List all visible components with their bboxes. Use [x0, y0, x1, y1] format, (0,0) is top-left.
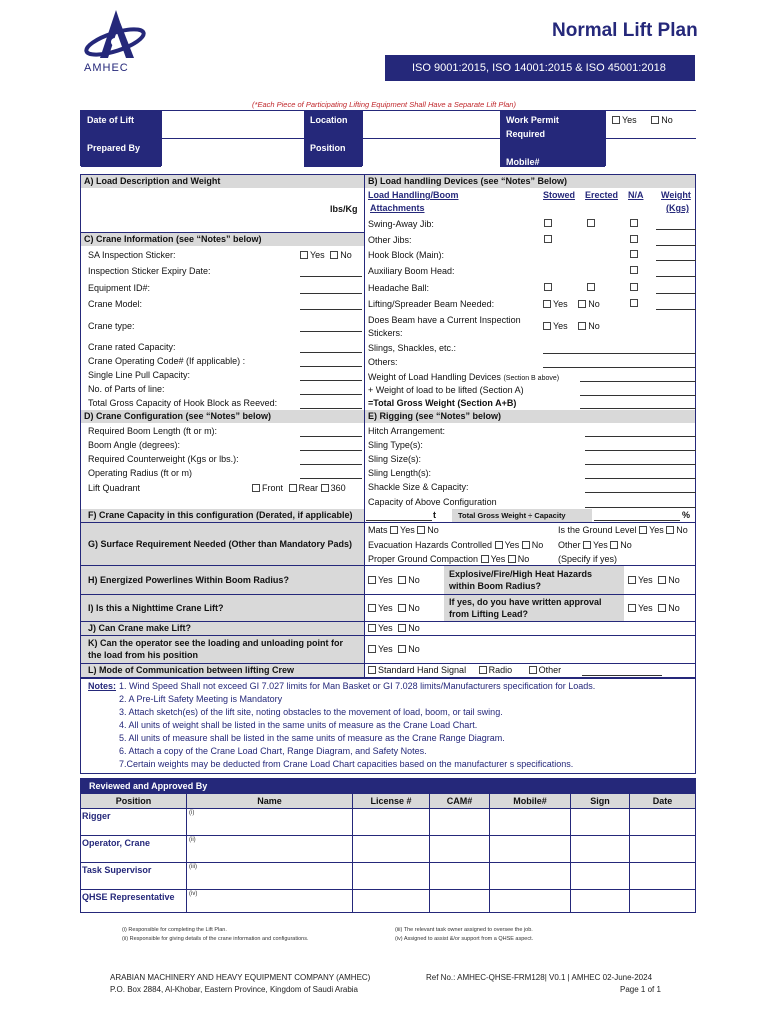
approval-yes-checkbox[interactable]	[628, 604, 636, 612]
g-proper: Proper Ground Compaction Yes No	[368, 554, 530, 564]
b-weight-devices: Weight of Load Handling Devices (Section B above)	[368, 372, 560, 382]
mobile-field[interactable]	[605, 138, 696, 166]
k-options: Yes No	[368, 643, 420, 656]
section-d-title: D) Crane Configuration (see “Notes” below)	[81, 410, 364, 423]
section-a-title: A) Load Description and Weight	[81, 175, 364, 188]
sa-sticker-options: Yes No	[300, 249, 352, 262]
headache-stowed-checkbox[interactable]	[544, 283, 552, 291]
radio-checkbox[interactable]	[479, 666, 487, 674]
section-k-title: K) Can the operator see the loading and unloading point for	[88, 638, 344, 648]
other-jibs-na-checkbox[interactable]	[630, 235, 638, 243]
c-row-crane-model: Crane Model:	[88, 299, 143, 309]
g-mats: Mats Yes No	[368, 525, 439, 535]
col-cam: CAM#	[430, 794, 489, 808]
d-row-lift-quadrant: Lift Quadrant	[88, 483, 141, 493]
review-row-rigger: Rigger	[82, 811, 111, 821]
evac-no-checkbox[interactable]	[522, 541, 530, 549]
position-label: Position	[310, 143, 346, 153]
nighttime-no-checkbox[interactable]	[398, 604, 406, 612]
swing-jib-erected-checkbox[interactable]	[587, 219, 595, 227]
date-of-lift-label: Date of Lift Prepared By	[81, 111, 161, 167]
section-e-title: E) Rigging (see “Notes” below)	[365, 410, 695, 423]
l-options: Standard Hand Signal Radio Other	[368, 664, 561, 677]
headache-na-checkbox[interactable]	[630, 283, 638, 291]
beam-needed-yes-checkbox[interactable]	[543, 300, 551, 308]
col-position: Position	[81, 794, 186, 808]
note-item: 5. All units of measure shall be listed in the same units of measure as the Crane Range Diagram.	[119, 733, 505, 743]
c-row-single-line-pull: Single Line Pull Capacity:	[88, 370, 191, 380]
d-row-boom-angle: Boom Angle (degrees):	[88, 440, 181, 450]
beam-needed-no-checkbox[interactable]	[578, 300, 586, 308]
beam-inspection-options: Yes No	[543, 320, 600, 333]
ground-yes-checkbox[interactable]	[639, 526, 647, 534]
col-mobile: Mobile#	[490, 794, 570, 808]
h-hazards-question-2: within Boom Radius?	[449, 581, 541, 591]
prepared-by-label: Prepared By	[87, 143, 141, 153]
quadrant-rear-checkbox[interactable]	[289, 484, 297, 492]
powerlines-yes-checkbox[interactable]	[368, 576, 376, 584]
e-row-shackle: Shackle Size & Capacity:	[368, 482, 469, 492]
separate-plan-note: (*Each Piece of Participating Lifting Equipment Shall Have a Separate Lift Plan)	[252, 100, 516, 109]
mats-yes-checkbox[interactable]	[390, 526, 398, 534]
c-row-parts-of-line: No. of Parts of line:	[88, 384, 165, 394]
ground-no-checkbox[interactable]	[666, 526, 674, 534]
work-permit-options: Yes No	[605, 110, 696, 138]
review-row-num: (iii)	[189, 864, 197, 870]
section-j-title: J) Can Crane make Lift?	[88, 623, 192, 633]
footnote-iv: (iv) Assigned to assist &/or support from a QHSE aspect.	[395, 936, 534, 942]
mobile-label: Mobile#	[506, 157, 540, 167]
operator-see-yes-checkbox[interactable]	[368, 645, 376, 653]
d-row-counterweight: Required Counterweight (Kgs or lbs.):	[88, 454, 239, 464]
other-jibs-stowed-checkbox[interactable]	[544, 235, 552, 243]
footnote-ii: (ii) Responsible for giving details of the crane information and configurations.	[122, 936, 309, 942]
hook-block-na-checkbox[interactable]	[630, 250, 638, 258]
beam-sticker-no-checkbox[interactable]	[578, 322, 586, 330]
prepared-by-field[interactable]	[161, 138, 304, 166]
beam-na-checkbox[interactable]	[630, 299, 638, 307]
b-total-gross-weight: =Total Gross Weight (Section A+B)	[368, 398, 517, 408]
footnote-i: (i) Responsible for completing the Lift Plan.	[122, 927, 227, 933]
stowed-col-header: Stowed	[543, 190, 576, 200]
work-permit-label: Work Permit Required Mobile#	[500, 111, 605, 167]
evac-yes-checkbox[interactable]	[495, 541, 503, 549]
weight-col-header: Weight	[661, 190, 691, 200]
location-label: Location Position	[304, 111, 362, 167]
note-item: 2. A Pre-Lift Safety Meeting is Mandatory	[119, 694, 283, 704]
lift-quadrant-options: Front Rear 360	[252, 482, 346, 495]
capacity-unit: t	[433, 510, 436, 520]
h-hazards-question: Explosive/Fire/High Heat Hazards	[449, 569, 593, 579]
beam-sticker-yes-checkbox[interactable]	[543, 322, 551, 330]
b-row-spreader-beam: Lifting/Spreader Beam Needed:	[368, 299, 495, 309]
j-options: Yes No	[368, 622, 420, 635]
location-field[interactable]	[362, 110, 500, 138]
footer-company: ARABIAN MACHINERY AND HEAVY EQUIPMENT COMPANY (AMHEC)	[110, 973, 371, 982]
review-table	[80, 778, 696, 913]
i-approval-question-2: from Lifting Lead?	[449, 609, 528, 619]
c-row-crane-type: Crane type:	[88, 321, 135, 331]
footer-page: Page 1 of 1	[620, 985, 661, 994]
section-i-title: I) Is this a Nighttime Crane Lift?	[88, 603, 224, 613]
proper-yes-checkbox[interactable]	[481, 555, 489, 563]
footer-ref: Ref No.: AMHEC-QHSE-FRM128| V0.1 | AMHEC 02-June-2024	[426, 973, 653, 982]
gross-weight-ratio-label: Total Gross Weight ÷ Capacity	[458, 511, 566, 520]
c-row-rated-capacity: Crane rated Capacity:	[88, 342, 176, 352]
make-lift-yes-checkbox[interactable]	[368, 624, 376, 632]
hazards-options: Yes No	[628, 574, 680, 587]
c-row-expiry: Inspection Sticker Expiry Date:	[88, 266, 211, 276]
hazards-no-checkbox[interactable]	[658, 576, 666, 584]
note-item: 4. All units of weight shall be listed in the same units of measure as the Crane Load Chart.	[119, 720, 478, 730]
load-unit-label: lbs/Kg	[330, 204, 358, 214]
sa-sticker-no-checkbox[interactable]	[330, 251, 338, 259]
c-row-operating-code: Crane Operating Code# (If applicable) :	[88, 356, 246, 366]
iso-banner: ISO 9001:2015, ISO 14001:2015 & ISO 45001:2018	[385, 55, 695, 81]
review-row-qhse: QHSE Representative	[82, 892, 175, 902]
page-title: Normal Lift Plan	[552, 20, 698, 41]
hazards-yes-checkbox[interactable]	[628, 576, 636, 584]
section-g-title: G) Surface Requirement Needed (Other than Mandatory Pads)	[88, 539, 353, 549]
col-license: License #	[353, 794, 429, 808]
review-row-num: (i)	[189, 810, 195, 816]
beam-needed-options: Yes No	[543, 298, 600, 311]
header-block	[80, 110, 696, 166]
section-k-title-2: the load from his position	[88, 650, 198, 660]
c-row-equipment-id: Equipment ID#:	[88, 283, 151, 293]
notes-box	[80, 678, 696, 774]
note-item: 1. Wind Speed Shall not exceed GI 7.027 limits for Man Basket or GI 7.028 limits/Manufacturers specification for Loads.	[119, 681, 596, 691]
d-row-operating-radius: Operating Radius (ft or m)	[88, 468, 193, 478]
b-row-headache-ball: Headache Ball:	[368, 283, 430, 293]
swing-jib-na-checkbox[interactable]	[630, 219, 638, 227]
g-other: Other Yes No	[558, 540, 632, 550]
attach-col-header: Load Handling/Boom	[368, 190, 459, 200]
section-l-title: L) Mode of Communication between lifting Crew	[88, 665, 294, 675]
note-item: 3. Attach sketch(es) of the lift site, noting obstacles to the movement of load, boom, or tail swing.	[119, 707, 503, 717]
na-col-header: N/A	[628, 190, 644, 200]
weight-col-header-2: (Kgs)	[666, 203, 689, 213]
footer-address: P.O. Box 2884, Al-Khobar, Eastern Province, Kingdom of Saudi Arabia	[110, 985, 359, 994]
section-b-title: B) Load handling Devices (see “Notes” Below)	[365, 175, 695, 188]
i-approval-question: If yes, do you have written approval	[449, 597, 602, 607]
approval-no-checkbox[interactable]	[658, 604, 666, 612]
sa-sticker-yes-checkbox[interactable]	[300, 251, 308, 259]
b-row-aux-boom-head: Auxiliary Boom Head:	[368, 266, 455, 276]
e-row-sling-length: Sling Length(s):	[368, 468, 432, 478]
make-lift-no-checkbox[interactable]	[398, 624, 406, 632]
b-row-slings: Slings, Shackles, etc.:	[368, 343, 457, 353]
logo-text: AMHEC	[84, 62, 129, 74]
powerlines-no-checkbox[interactable]	[398, 576, 406, 584]
section-c-title: C) Crane Information (see “Notes” below)	[81, 233, 364, 246]
c-row-sa-sticker: SA Inspection Sticker:	[88, 250, 176, 260]
b-plus-weight: + Weight of load to be lifted (Section A)	[368, 385, 524, 395]
other-no-checkbox[interactable]	[610, 541, 618, 549]
aux-boom-na-checkbox[interactable]	[630, 266, 638, 274]
e-row-capacity-config: Capacity of Above Configuration	[368, 497, 497, 507]
i-options: Yes No	[368, 602, 420, 615]
note-item: 7.Certain weights may be deducted from Crane Load Chart capacities based on the manufacturer s specifications.	[119, 759, 574, 769]
g-evac: Evacuation Hazards Controlled Yes No	[368, 540, 544, 550]
nighttime-yes-checkbox[interactable]	[368, 604, 376, 612]
review-row-num: (ii)	[189, 837, 196, 843]
e-row-hitch: Hitch Arrangement:	[368, 426, 446, 436]
headache-erected-checkbox[interactable]	[587, 283, 595, 291]
review-row-num: (iv)	[189, 891, 198, 897]
section-f-title: F) Crane Capacity in this configuration (Derated, if applicable)	[88, 510, 353, 520]
review-row-supervisor: Task Supervisor	[82, 865, 152, 875]
quadrant-360-checkbox[interactable]	[321, 484, 329, 492]
review-title: Reviewed and Approved By	[81, 779, 695, 794]
work-permit-no-checkbox[interactable]	[651, 116, 659, 124]
position-field[interactable]	[362, 138, 500, 166]
ratio-percent: %	[682, 510, 691, 520]
beam-inspection-question: Does Beam have a Current Inspection	[368, 315, 521, 325]
note-item: 6. Attach a copy of the Crane Load Chart, Range Diagram, and Safety Notes.	[119, 746, 427, 756]
approval-options: Yes No	[628, 602, 680, 615]
date-of-lift-field[interactable]	[161, 110, 304, 138]
e-row-sling-type: Sling Type(s):	[368, 440, 423, 450]
d-row-boom-length: Required Boom Length (ft or m):	[88, 426, 218, 436]
c-row-hook-block-capacity: Total Gross Capacity of Hook Block as Reeved:	[88, 398, 278, 408]
g-specify: (Specify if yes)	[558, 554, 618, 564]
proper-no-checkbox[interactable]	[508, 555, 516, 563]
erected-col-header: Erected	[585, 190, 619, 200]
section-h-title: H) Energized Powerlines Within Boom Radius?	[88, 575, 289, 585]
mats-no-checkbox[interactable]	[417, 526, 425, 534]
col-name: Name	[187, 794, 352, 808]
other-comm-checkbox[interactable]	[529, 666, 537, 674]
swing-jib-stowed-checkbox[interactable]	[544, 219, 552, 227]
notes-label: Notes:	[88, 681, 117, 691]
review-row-operator: Operator, Crane	[82, 838, 151, 848]
col-date: Date	[630, 794, 695, 808]
b-row-other-jibs: Other Jibs:	[368, 235, 412, 245]
hand-signal-checkbox[interactable]	[368, 666, 376, 674]
g-ground-level: Is the Ground Level Yes No	[558, 525, 688, 535]
e-row-sling-size: Sling Size(s):	[368, 454, 422, 464]
footnote-iii: (iii) The relevant task owner assigned to oversee the job.	[395, 927, 533, 933]
b-row-swing-away-jib: Swing-Away Jib:	[368, 219, 434, 229]
attach-col-header-2: Attachments	[370, 203, 425, 213]
b-row-others: Others:	[368, 357, 398, 367]
b-row-hook-block: Hook Block (Main):	[368, 250, 445, 260]
work-permit-yes-checkbox[interactable]	[612, 116, 620, 124]
beam-inspection-question-2: Stickers:	[368, 328, 403, 338]
col-sign: Sign	[571, 794, 629, 808]
h-options: Yes No	[368, 574, 420, 587]
operator-see-no-checkbox[interactable]	[398, 645, 406, 653]
other-yes-checkbox[interactable]	[583, 541, 591, 549]
quadrant-front-checkbox[interactable]	[252, 484, 260, 492]
